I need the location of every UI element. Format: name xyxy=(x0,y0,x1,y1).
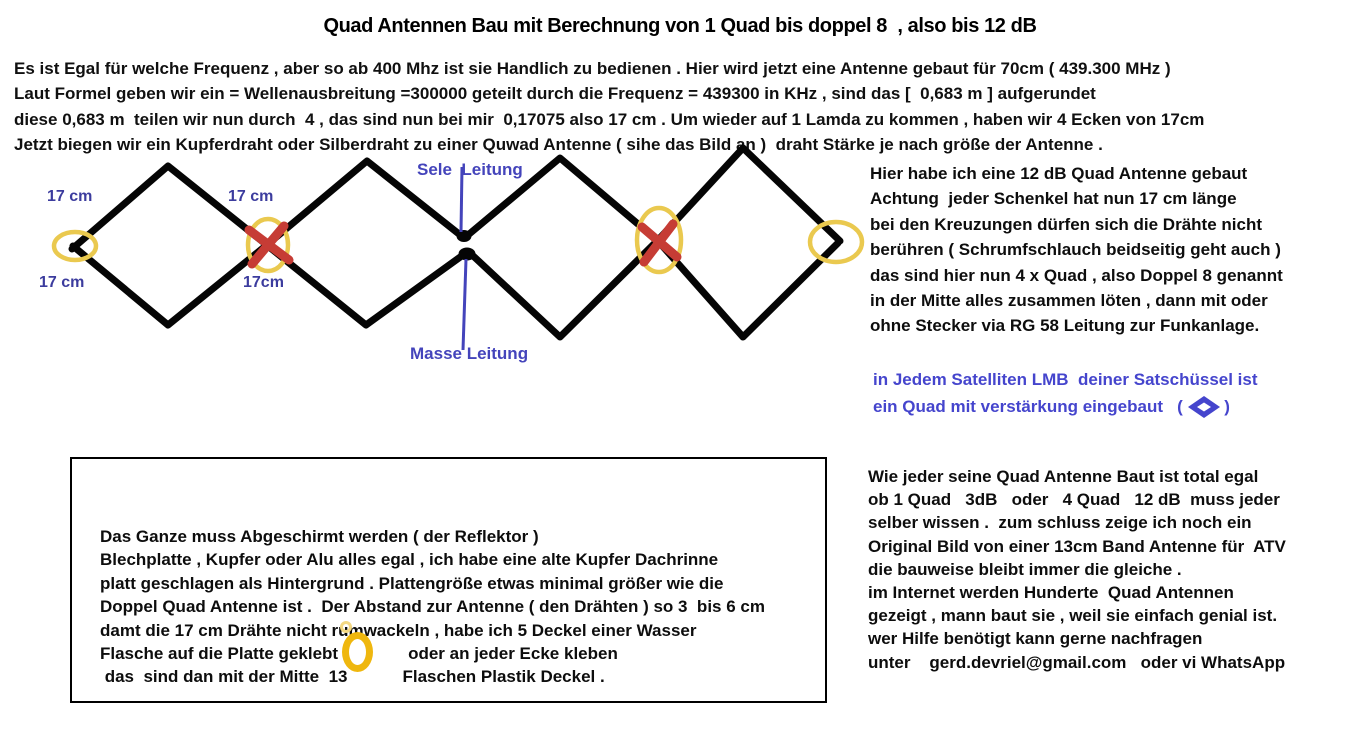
reflector-line: Das Ganze muss Abgeschirmt werden ( der Reflektor ) xyxy=(100,527,539,546)
reflector-note xyxy=(100,525,765,689)
segment-length-label: 17cm xyxy=(243,274,284,291)
build-note-line: bei den Kreuzungen dürfen sich die Drähte nicht xyxy=(870,214,1262,234)
intro-line: diese 0,683 m teilen wir nun durch 4 , das sind nun bei mir 0,17075 also 17 cm . Um wieder auf 1 Lamda zu kommen , haben wir 4 Ecken von 17cm xyxy=(14,109,1205,129)
reflector-line: Doppel Quad Antenne ist . Der Abstand zur Antenne ( den Drähten ) so 3 bis 6 cm xyxy=(100,597,765,617)
reflector-line: Blechplatte , Kupfer oder Alu alles egal , ich habe eine alte Kupfer Dachrinne xyxy=(100,550,719,570)
segment-length-label: 17 cm xyxy=(39,274,85,291)
outro-note-line: Original Bild von einer 13cm Band Antenne für ATV xyxy=(868,536,1286,556)
segment-length-label: 17 cm xyxy=(228,188,274,205)
outro-note-line: wer Hilfe benötigt kann gerne nachfragen xyxy=(868,629,1203,649)
quad-diamond-icon xyxy=(1188,396,1220,418)
feed-bottom-label: Masse Leitung xyxy=(410,344,529,363)
outro-note-line: selber wissen . zum schluss zeige ich noch ein xyxy=(868,513,1252,533)
intro-line: Laut Formel geben wir ein = Wellenausbreitung =300000 geteilt durch die Frequenz = 439300 in KHz , sind das [ 0,683 m ] aufgerundet xyxy=(14,84,1096,104)
reflector-line-text: Flaschen Plastik Deckel . xyxy=(402,667,605,687)
reflector-line: damt die 17 cm Drähte nicht rumwackeln , habe ich 5 Deckel einer Wasser xyxy=(100,620,697,640)
feed-line-bottom xyxy=(463,259,466,350)
outro-note-line: im Internet werden Hunderte Quad Antennen xyxy=(868,583,1234,603)
intro-line: Jetzt biegen wir ein Kupferdraht oder Silberdraht zu einer Quwad Antenne ( sihe das Bild an ) draht Stärke je nach größe der Antenne . xyxy=(14,135,1103,155)
bottle-cap-small-ring-icon xyxy=(340,621,352,633)
reflector-line xyxy=(100,642,765,665)
feed-top-label: Sele Leitung xyxy=(417,160,523,179)
build-note xyxy=(870,161,1283,339)
contact-line: unter gerd.devriel@gmail.com oder vi WhatsApp xyxy=(868,652,1286,672)
outro-note-line: Wie jeder seine Quad Antenne Baut ist total egal xyxy=(868,467,1259,486)
lnb-note-text: ) xyxy=(1219,396,1230,416)
reflector-line-text: Flasche auf die Platte geklebt xyxy=(100,644,339,664)
segment-length-label: 17 cm xyxy=(47,188,93,205)
solder-dot-top xyxy=(457,230,472,242)
build-note-line: Hier habe ich eine 12 dB Quad Antenne gebaut xyxy=(870,164,1248,183)
page-title: Quad Antennen Bau mit Berechnung von 1 Quad bis doppel 8 , also bis 12 dB xyxy=(323,15,1037,37)
lnb-note-text: ein Quad mit verstärkung eingebaut ( xyxy=(873,396,1188,416)
intro-line: Es ist Egal für welche Frequenz , aber so ab 400 Mhz ist sie Handlich zu bedienen . Hier wird jetzt eine Antenne gebaut für 70cm ( 439.300 MHz ) xyxy=(14,59,1171,78)
bottle-cap-o-icon xyxy=(342,632,373,672)
reflector-line-text: das sind dan mit der Mitte 13 xyxy=(100,667,348,687)
outro-note-line: die bauweise bleibt immer die gleiche . xyxy=(868,559,1182,579)
lnb-note-line xyxy=(873,394,1258,421)
build-note-line: berühren ( Schrumfschlauch beidseitig geht auch ) xyxy=(870,240,1281,260)
lnb-note-line: in Jedem Satelliten LMB deiner Satschüssel ist xyxy=(873,370,1258,389)
build-note-line: Achtung jeder Schenkel hat nun 17 cm länge xyxy=(870,189,1237,209)
lnb-note xyxy=(873,367,1258,420)
reflector-line-text: oder an jeder Ecke kleben xyxy=(408,644,618,664)
build-note-line: ohne Stecker via RG 58 Leitung zur Funkanlage. xyxy=(870,316,1260,336)
solder-dot-bottom xyxy=(459,248,476,261)
outro-note-line: gezeigt , mann baut sie , weil sie einfach genial ist. xyxy=(868,606,1278,626)
outro-note-line: ob 1 Quad 3dB oder 4 Quad 12 dB muss jeder xyxy=(868,490,1280,510)
build-note-line: in der Mitte alles zusammen löten , dann mit oder xyxy=(870,291,1268,311)
reflector-line: platt geschlagen als Hintergrund . Plattengröße etwas minimal größer wie die xyxy=(100,573,724,593)
reflector-line xyxy=(100,665,765,688)
outro-note xyxy=(868,465,1286,674)
reflector-box xyxy=(70,457,827,703)
build-note-line: das sind hier nun 4 x Quad , also Doppel 8 genannt xyxy=(870,265,1283,285)
